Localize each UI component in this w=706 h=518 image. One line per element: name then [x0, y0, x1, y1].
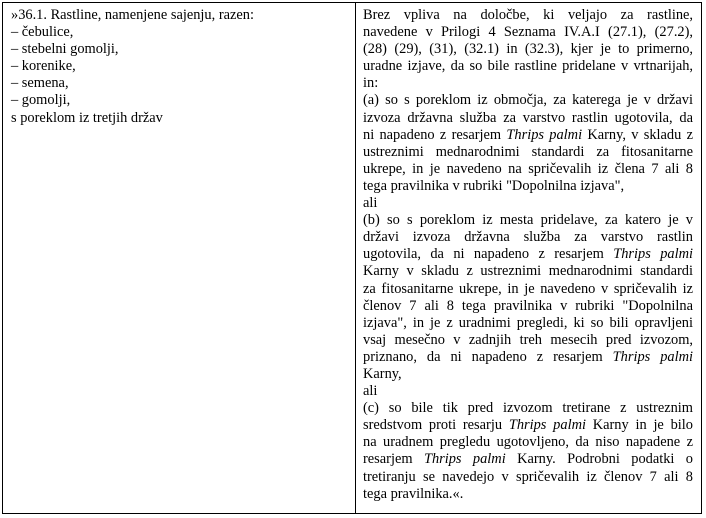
requirements-line: (b) so s poreklom iz mesta pridelave, za katero je v	[363, 212, 693, 229]
requirements-cell	[356, 3, 701, 513]
requirements-line	[363, 451, 693, 468]
requirements-line: tega pravilnika.«.	[363, 485, 464, 502]
species-name: Thrips palmi	[506, 126, 583, 143]
plants-line: – korenike,	[11, 58, 76, 75]
requirements-line: uradne izjave, da so bile rastline pridelane v vrtnarijah,	[363, 58, 693, 75]
species-name: Thrips palmi	[613, 246, 693, 263]
plants-line: – gomolji,	[11, 92, 71, 109]
requirements-text: ugotovila, da ni napadeno z resarjem	[363, 246, 614, 263]
requirements-line: Brez vpliva na določbe, ki veljajo za rastline,	[363, 7, 693, 23]
requirements-text: Karny. Podrobni podatki o	[505, 451, 693, 468]
regulation-table	[2, 2, 702, 514]
requirements-line: Karny v skladu z ustreznimi mednarodnimi standardi	[363, 263, 693, 280]
plants-line: – stebelni gomolji,	[11, 41, 119, 58]
requirements-line: državi izvoza državna služba za varstvo rastlin	[363, 229, 693, 246]
requirements-line: za fitosanitarne ukrepe, in je navedeno v spričevalih iz	[363, 280, 693, 297]
species-name: Thrips palmi	[612, 348, 693, 365]
requirements-line: izjava", in je z uradnimi pregledi, ki so bili opravljeni	[363, 314, 693, 331]
plants-cell	[3, 3, 356, 513]
requirements-line: (c) so bile tik pred izvozom tretirane z ustreznim	[363, 400, 693, 417]
requirements-text: ni napadeno z resarjem	[363, 126, 507, 143]
plants-line: – čebulice,	[11, 24, 74, 41]
requirements-text: priznano, da ni napadeno z resarjem	[363, 348, 613, 365]
requirements-text: Karny in je bilo	[585, 417, 693, 434]
requirements-line: ustreznimi mednarodnimi standardi za fitosanitarne	[363, 143, 693, 160]
requirements-line: tretiranju se navedejo v spričevalih iz členov 7 ali 8	[363, 468, 693, 485]
requirements-line: ali	[363, 195, 378, 212]
requirements-text: sredstvom proti resarju	[363, 417, 509, 434]
plants-line: »36.1. Rastline, namenjene sajenju, razen:	[11, 7, 254, 23]
requirements-line: na uradnem pregledu ugotovljeno, da niso napadene z	[363, 434, 693, 451]
requirements-line: Karny,	[363, 365, 402, 382]
requirements-line	[363, 417, 693, 434]
requirements-line: navedene v Prilogi 4 Seznama IV.A.I (27.1), (27.2),	[363, 24, 693, 41]
plants-line: s poreklom iz tretjih držav	[11, 109, 163, 126]
requirements-line: ali	[363, 383, 378, 400]
requirements-text: resarjem	[363, 451, 424, 468]
requirements-line: vsaj mesečno v zadnjih treh mesecih pred izvozom,	[363, 331, 693, 348]
species-name: Thrips palmi	[423, 451, 506, 468]
requirements-line: tega pravilnika v rubriki "Dopolnilna izjava",	[363, 177, 625, 194]
requirements-line: (a) so s poreklom iz območja, za katerega je v državi	[363, 92, 693, 109]
requirements-line: in:	[363, 75, 379, 92]
requirements-line	[363, 246, 693, 263]
requirements-line: (28) (29), (31), (32.1) in (32.3), kjer je to primerno,	[363, 41, 693, 58]
plants-line: – semena,	[11, 75, 69, 92]
requirements-text: Karny, v skladu z	[582, 126, 693, 143]
requirements-line	[363, 127, 693, 144]
requirements-line	[363, 349, 693, 366]
species-name: Thrips palmi	[508, 417, 586, 434]
requirements-line: členov 7 ali 8 tega pravilnika v rubriki "Dopolnilna	[363, 297, 693, 314]
requirements-line: ukrepe, in je navedeno na spričevalih iz člena 7 ali 8	[363, 160, 693, 177]
requirements-line: izvoza državna služba za varstvo rastlin ugotovila, da	[363, 109, 693, 126]
